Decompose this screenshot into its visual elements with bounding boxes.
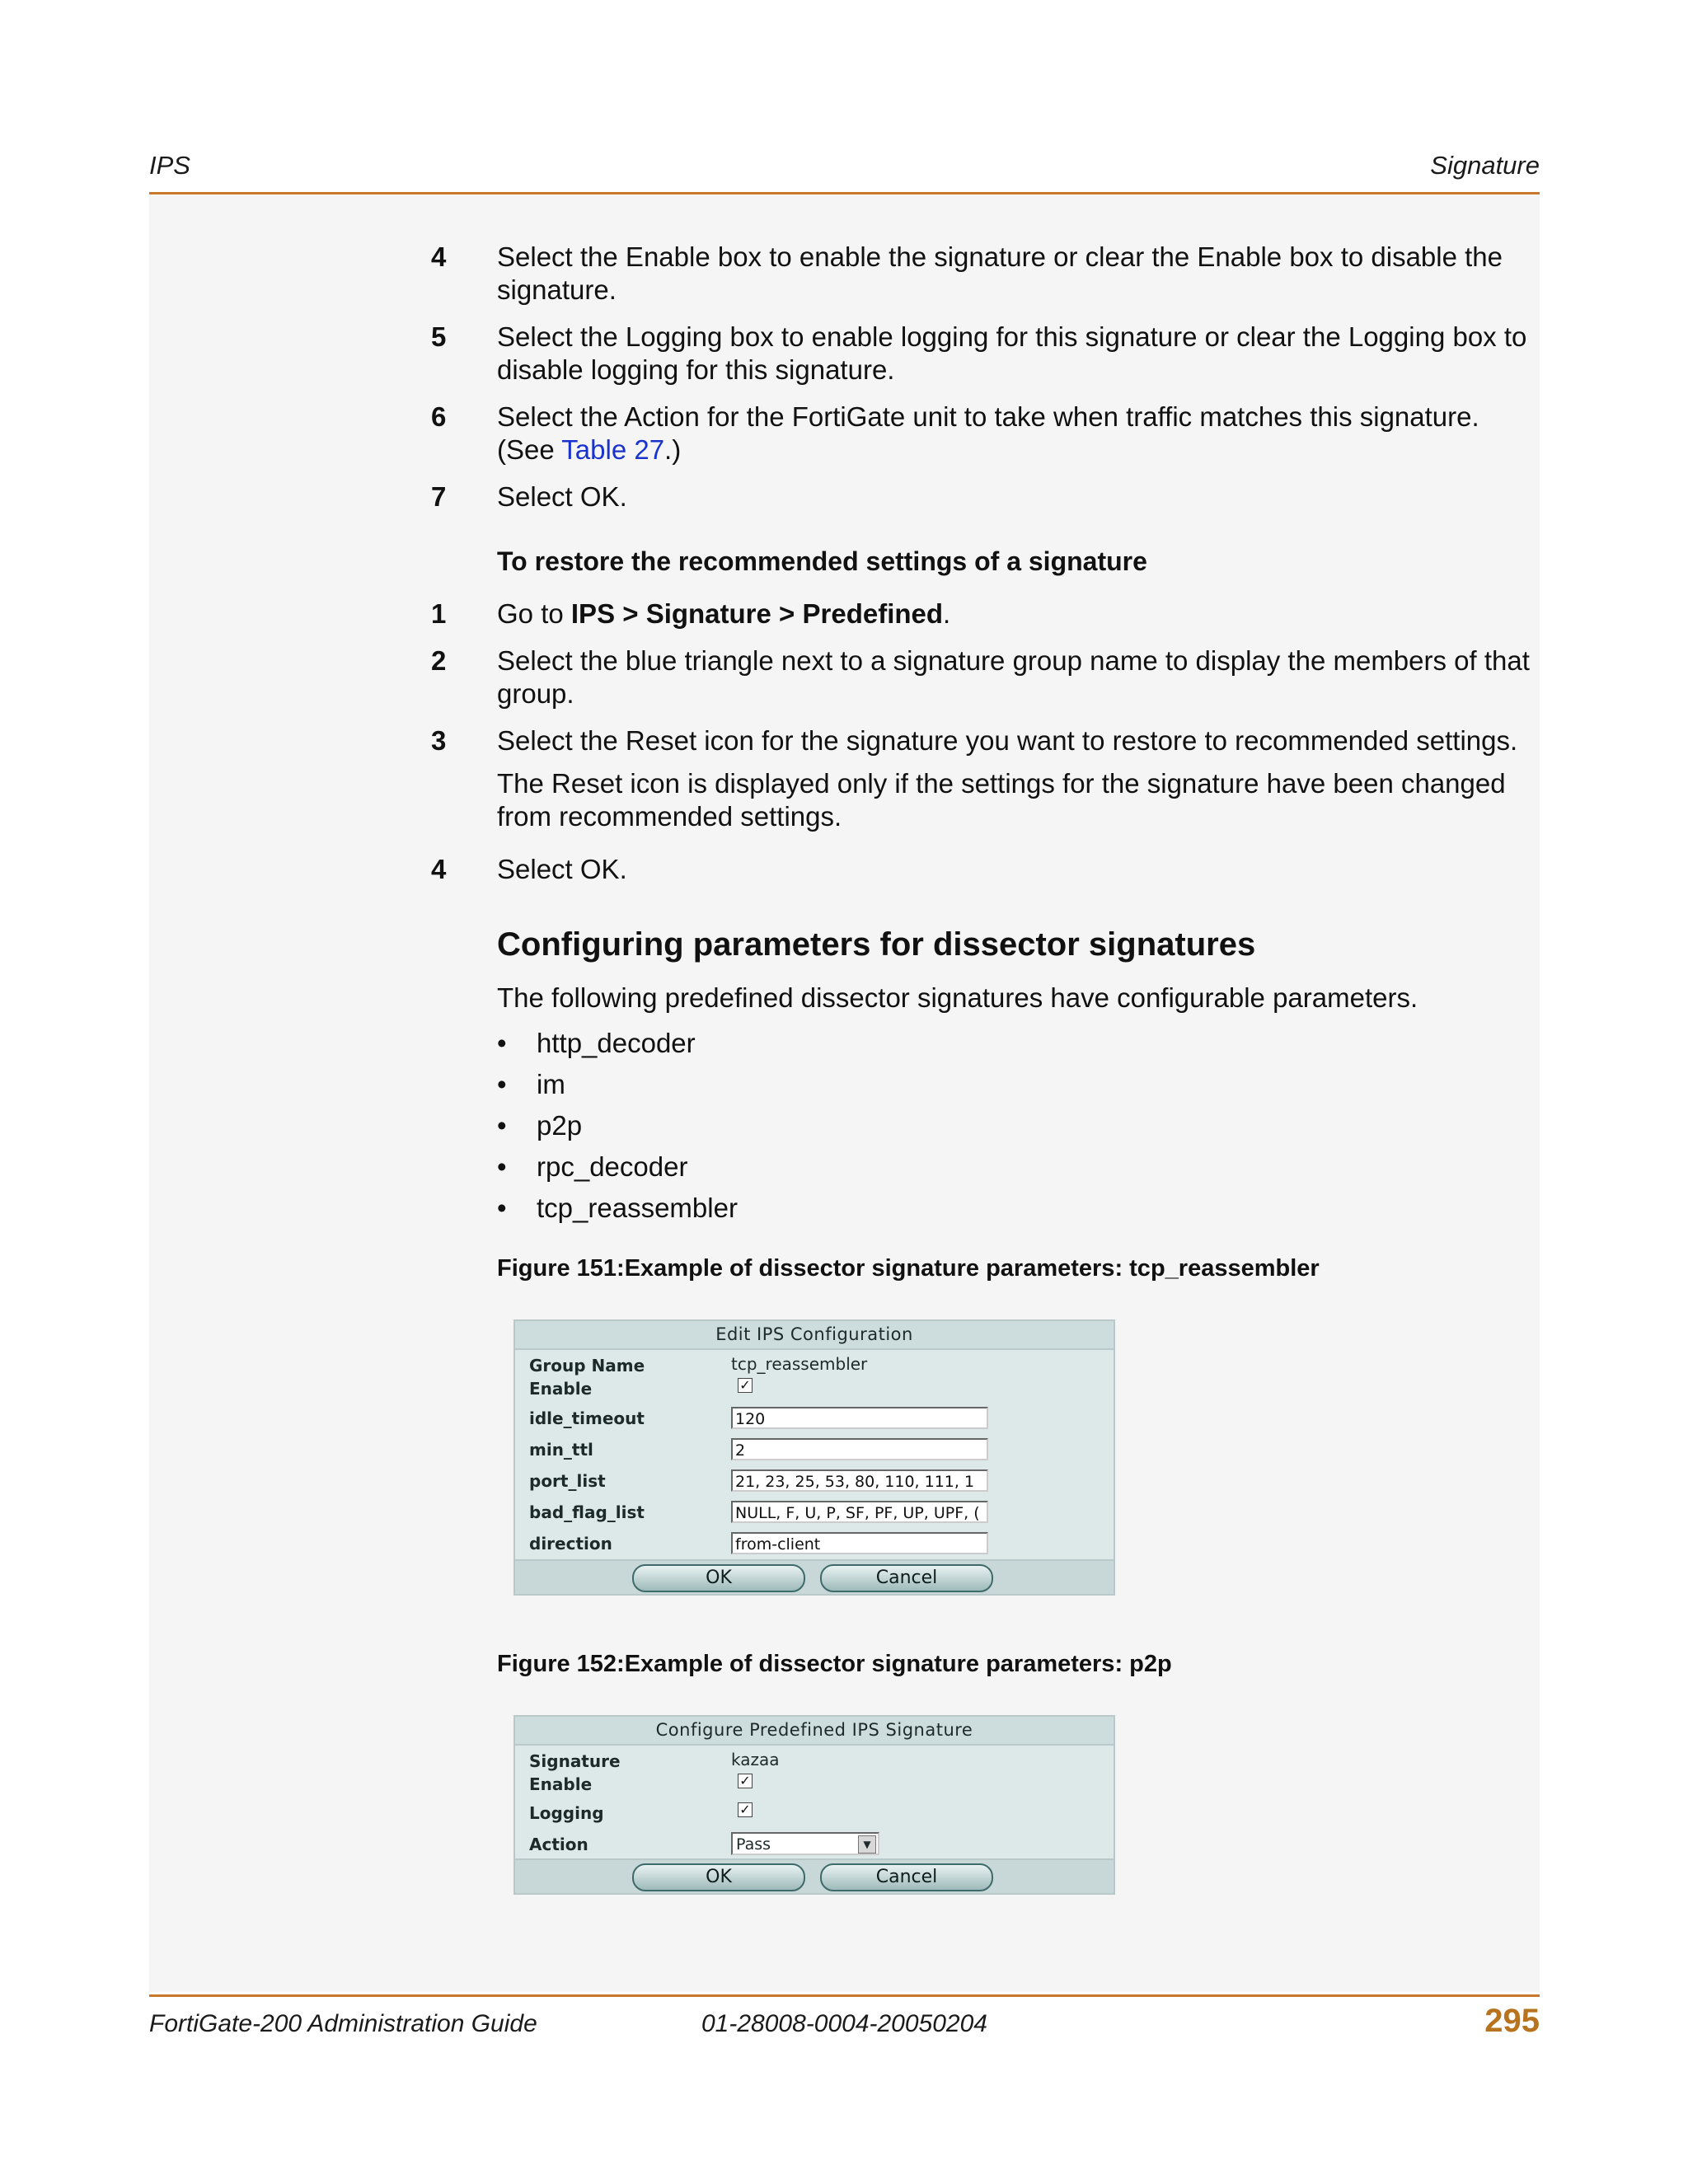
ok-button[interactable]: OK (632, 1863, 805, 1891)
enable-checkbox[interactable]: ✓ (738, 1378, 753, 1393)
port-list-input[interactable]: 21, 23, 25, 53, 80, 110, 111, 1 (731, 1469, 988, 1492)
step-number: 7 (431, 481, 447, 512)
step-number: 1 (431, 598, 447, 629)
footer-doc-id: 01-28008-0004-20050204 (701, 2010, 987, 2037)
step-number: 2 (431, 645, 447, 676)
step-text-part: .) (664, 434, 682, 465)
direction-label: direction (529, 1534, 612, 1554)
footer-guide-title: FortiGate-200 Administration Guide (149, 2010, 537, 2037)
group-name-label: Group Name (529, 1356, 645, 1376)
bullet-dot: • (497, 1151, 507, 1182)
step-text: Select OK. (497, 481, 627, 512)
step-text-part: . (943, 598, 951, 629)
min-ttl-row (515, 1434, 1114, 1465)
figure-151-caption: Figure 151:Example of dissector signature parameters: tcp_reassembler (497, 1255, 1320, 1282)
step-number: 6 (431, 401, 447, 432)
bad-flag-list-row (515, 1497, 1114, 1528)
dialog-button-bar (515, 1858, 1114, 1893)
bullet-text: im (537, 1069, 565, 1099)
action-select[interactable] (731, 1832, 879, 1855)
dialog-button-bar (515, 1559, 1114, 1594)
logging-label: Logging (529, 1803, 604, 1823)
cancel-button[interactable]: Cancel (820, 1564, 993, 1592)
logging-checkbox[interactable]: ✓ (738, 1802, 753, 1817)
edit-ips-configuration-dialog (513, 1319, 1115, 1596)
step-number: 4 (431, 854, 447, 884)
port-list-label: port_list (529, 1471, 606, 1491)
section-heading: Configuring parameters for dissector signatures (497, 926, 1256, 963)
step-text: Select the Reset icon for the signature you want to restore to recommended settings. (497, 725, 1518, 756)
idle-timeout-label: idle_timeout (529, 1408, 645, 1428)
port-list-row (515, 1465, 1114, 1497)
bad-flag-list-label: bad_flag_list (529, 1502, 645, 1522)
min-ttl-input[interactable]: 2 (731, 1438, 988, 1460)
footer-rule (149, 1994, 1540, 1997)
enable-label: Enable (529, 1379, 593, 1399)
group-name-row (515, 1350, 1114, 1376)
enable-checkbox[interactable]: ✓ (738, 1774, 753, 1788)
signature-value: kazaa (731, 1750, 780, 1769)
group-name-value: tcp_reassembler (731, 1354, 868, 1374)
bullet-text: http_decoder (537, 1028, 696, 1058)
action-selected-value: Pass (736, 1835, 771, 1854)
min-ttl-label: min_ttl (529, 1440, 593, 1460)
idle-timeout-row (515, 1403, 1114, 1434)
bullet-dot: • (497, 1028, 507, 1058)
step-text (497, 401, 1540, 466)
enable-row (515, 1376, 1114, 1403)
header-section: Signature (1430, 151, 1540, 180)
step-text: Select the Logging box to enable logging for this signature or clear the Logging box to disable logging for this signature. (497, 321, 1527, 385)
dialog-title: Edit IPS Configuration (515, 1321, 1114, 1350)
chevron-down-icon[interactable]: ▼ (858, 1835, 876, 1854)
action-label: Action (529, 1835, 588, 1854)
direction-row (515, 1528, 1114, 1559)
signature-row (515, 1746, 1114, 1771)
configure-predefined-ips-signature-dialog (513, 1715, 1115, 1895)
enable-label: Enable (529, 1774, 593, 1794)
step-text (497, 598, 1540, 630)
step-text-part: Select the Action for the FortiGate unit to take when traffic matches this signature. (See (497, 401, 1479, 465)
dialog-title: Configure Predefined IPS Signature (515, 1717, 1114, 1746)
section-intro: The following predefined dissector signatures have configurable parameters. (497, 982, 1418, 1013)
step-number: 4 (431, 241, 447, 272)
step-text: Select the blue triangle next to a signature group name to display the members of that group. (497, 645, 1530, 709)
step-number: 5 (431, 321, 447, 352)
bullet-text: rpc_decoder (537, 1151, 688, 1182)
procedure-title: To restore the recommended settings of a signature (497, 546, 1147, 576)
menu-path: IPS > Signature > Predefined (570, 598, 944, 629)
action-row (515, 1829, 1114, 1858)
bullet-dot: • (497, 1110, 507, 1141)
step-text-part: Go to (497, 598, 571, 629)
signature-label: Signature (529, 1751, 621, 1771)
direction-input[interactable]: from-client (731, 1532, 988, 1554)
step-text: Select the Enable box to enable the signature or clear the Enable box to disable the signature. (497, 241, 1503, 305)
header-rule (149, 192, 1540, 194)
header-chapter: IPS (149, 151, 190, 180)
bullet-dot: • (497, 1193, 507, 1223)
step-text: Select OK. (497, 854, 627, 884)
page-number: 295 (1484, 2003, 1540, 2039)
bullet-text: tcp_reassembler (537, 1193, 738, 1223)
ok-button[interactable]: OK (632, 1564, 805, 1592)
idle-timeout-input[interactable]: 120 (731, 1407, 988, 1429)
enable-row (515, 1771, 1114, 1800)
table-27-link[interactable]: Table 27 (561, 434, 665, 465)
cancel-button[interactable]: Cancel (820, 1863, 993, 1891)
proc-step-3-note: The Reset icon is displayed only if the settings for the signature have been changed from recommended settings. (497, 768, 1506, 832)
bullet-dot: • (497, 1069, 507, 1099)
bullet-text: p2p (537, 1110, 583, 1141)
figure-152-caption: Figure 152:Example of dissector signature parameters: p2p (497, 1651, 1172, 1677)
logging-row (515, 1800, 1114, 1829)
step-number: 3 (431, 725, 447, 756)
bad-flag-list-input[interactable]: NULL, F, U, P, SF, PF, UP, UPF, ( (731, 1501, 988, 1523)
